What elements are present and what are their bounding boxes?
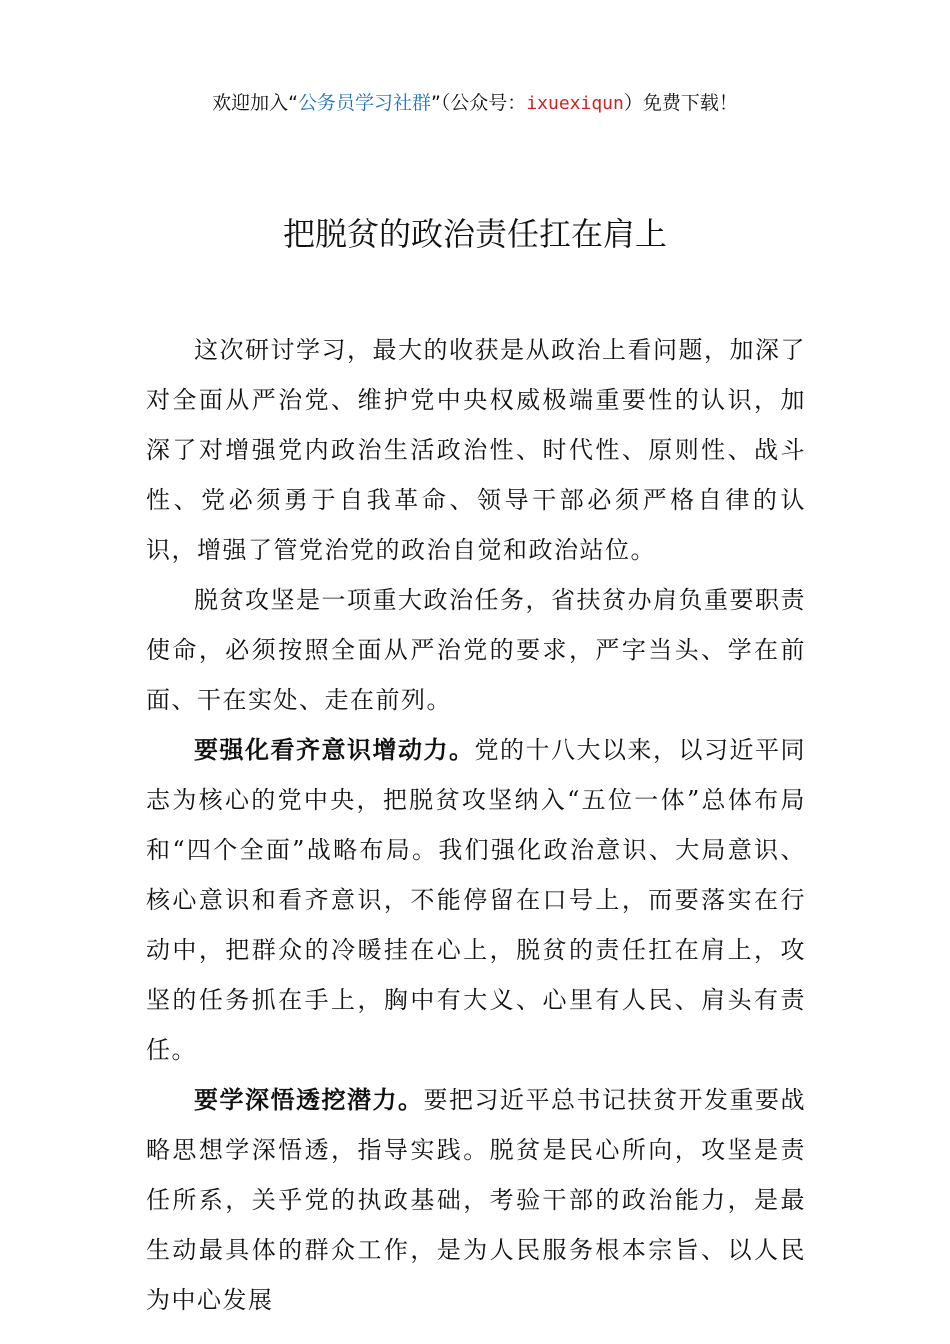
document-body xyxy=(146,325,806,1325)
paragraph-1 xyxy=(146,325,806,575)
banner-prefix: 欢迎加入“ xyxy=(212,92,298,114)
banner-account: ixuexiqun xyxy=(526,93,624,114)
paragraph-3 xyxy=(146,725,806,1075)
paragraph-4 xyxy=(146,1075,806,1325)
paragraph-2 xyxy=(146,575,806,725)
banner-suffix: ）免费下载！ xyxy=(623,92,738,114)
download-banner xyxy=(0,88,950,119)
paragraph-text: 要把习近平总书记扶贫开发重要战略思想学深悟透，指导实践。脱贫是民心所向，攻坚是责任所系，关乎党的执政基础，考验干部的政治能力，是最生动最具体的群众工作，是为人民服务根本宗旨、以人民为中心发展 xyxy=(146,1086,806,1314)
paragraph-text: 这次研讨学习，最大的收获是从政治上看问题，加深了对全面从严治党、维护党中央权威极端重要性的认识，加深了对增强党内政治生活政治性、时代性、原则性、战斗性、党必须勇于自我革命、领导干部必须严格自律的认识，增强了管党治党的政治自觉和政治站位。 xyxy=(146,336,806,564)
banner-middle: ”（公众号： xyxy=(430,92,527,114)
paragraph-text: 脱贫攻坚是一项重大政治任务，省扶贫办肩负重要职责使命，必须按照全面从严治党的要求，严字当头、学在前面、干在实处、走在前列。 xyxy=(146,586,806,714)
paragraph-text: 党的十八大以来，以习近平同志为核心的党中央，把脱贫攻坚纳入“五位一体”总体布局和“四个全面”战略布局。我们强化政治意识、大局意识、核心意识和看齐意识，不能停留在口号上，而要落实在行动中，把群众的冷暖挂在心上，脱贫的责任扛在肩上，攻坚的任务抓在手上，胸中有大义、心里有人民、肩头有责任。 xyxy=(146,736,806,1064)
paragraph-lead: 要强化看齐意识增动力。 xyxy=(194,736,475,764)
paragraph-lead: 要学深悟透挖潜力。 xyxy=(194,1086,424,1114)
document-title: 把脱贫的政治责任扛在肩上 xyxy=(282,215,667,253)
banner-group-name: 公务员学习社群 xyxy=(297,92,431,114)
